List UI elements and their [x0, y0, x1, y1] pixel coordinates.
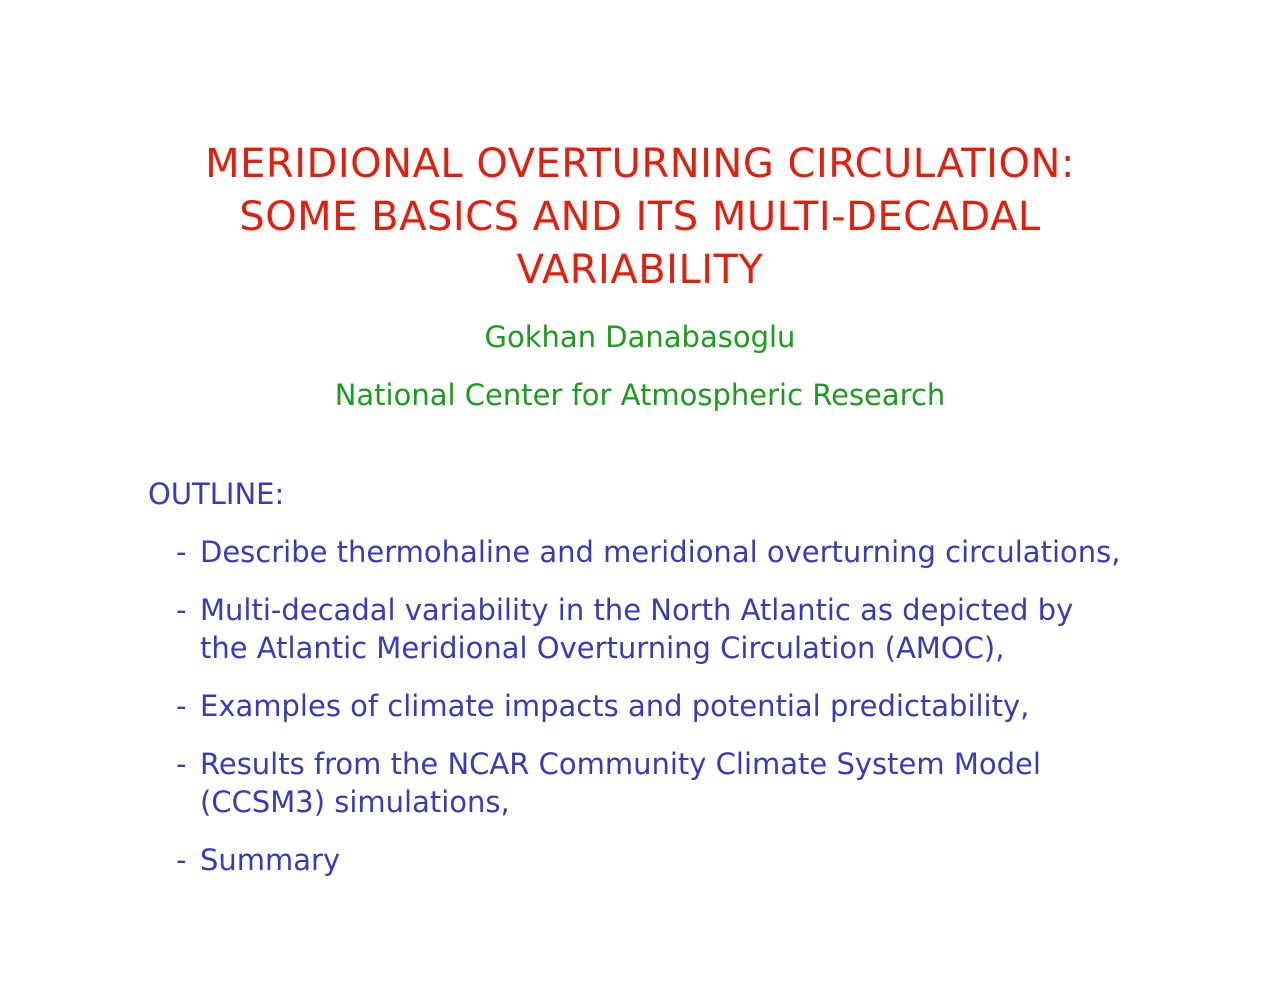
outline-item — [176, 841, 1120, 879]
title-line-1: MERIDIONAL OVERTURNING CIRCULATION: — [205, 141, 1075, 187]
outline-item-text: Results from the NCAR Community Climate System Model — [200, 747, 1041, 781]
outline-item — [176, 687, 1120, 725]
outline-heading: OUTLINE: — [148, 477, 285, 511]
outline-item-text: Summary — [200, 843, 341, 877]
author-name: Gokhan Danabasoglu — [484, 320, 796, 354]
outline-item-text: Describe thermohaline and meridional overturning circulations, — [200, 535, 1121, 569]
outline-item — [176, 745, 1120, 821]
outline-item-text-continued: the Atlantic Meridional Overturning Circulation (AMOC), — [200, 631, 1005, 665]
bullet-dash: - — [176, 593, 187, 627]
bullet-dash: - — [176, 747, 187, 781]
bullet-dash: - — [176, 535, 187, 569]
outline-list — [176, 533, 1120, 899]
bullet-dash: - — [176, 689, 187, 723]
slide-title — [0, 138, 1280, 297]
outline-item-text-continued: (CCSM3) simulations, — [200, 785, 510, 819]
outline-item — [176, 591, 1120, 667]
title-line-3: VARIABILITY — [516, 247, 764, 293]
title-line-2: SOME BASICS AND ITS MULTI-DECADAL — [239, 194, 1041, 240]
bullet-dash: - — [176, 843, 187, 877]
outline-item — [176, 533, 1120, 571]
author-institution: National Center for Atmospheric Research — [334, 378, 946, 412]
outline-item-text: Examples of climate impacts and potential predictability, — [200, 689, 1030, 723]
outline-item-text: Multi-decadal variability in the North Atlantic as depicted by — [200, 593, 1074, 627]
